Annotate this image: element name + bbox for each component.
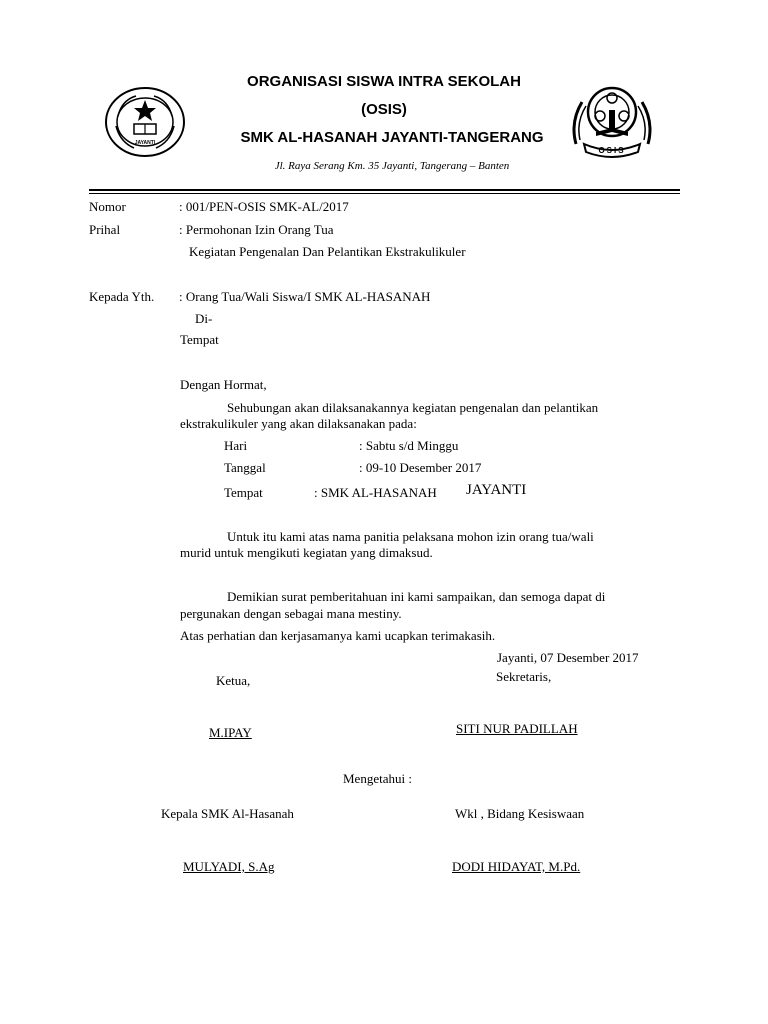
nomor-value: : 001/PEN-OSIS SMK-AL/2017 [179,199,349,214]
wakil-name: DODI HIDAYAT, M.Pd. [452,859,581,874]
kepada-value: : Orang Tua/Wali Siswa/I SMK AL-HASANAH [179,289,431,304]
event-place-label: Tempat [224,485,263,500]
paragraph-1-line-2: ekstrakulikuler yang akan dilaksanakan pada: [180,416,417,431]
paragraph-1-line-1: Sehubungan akan dilaksanakannya kegiatan pengenalan dan pelantikan [227,400,599,415]
hari-value: : Sabtu s/d Minggu [359,438,459,453]
hari-label: Hari [224,438,248,453]
ketua-name: M.IPAY [209,725,252,740]
paragraph-3-line-2: pergunakan dengan sebagai mana mestiny. [180,606,402,621]
tanggal-label: Tanggal [224,460,266,475]
event-place-value: : SMK AL-HASANAH [314,485,437,500]
paragraph-2-line-1: Untuk itu kami atas nama panitia pelaksana mohon izin orang tua/wali [227,529,594,544]
header-divider-thin [89,193,680,194]
wakil-label: Wkl , Bidang Kesiswaan [455,806,585,821]
event-place-value-extra: JAYANTI [466,482,527,498]
org-name: ORGANISASI SISWA INTRA SEKOLAH [247,73,521,90]
paragraph-3-line-1: Demikian surat pemberitahuan ini kami sampaikan, dan semoga dapat di [227,589,606,604]
nomor-label: Nomor [89,199,126,214]
kepala-label: Kepala SMK Al-Hasanah [161,806,294,821]
header-divider-thick [89,189,680,191]
school-name: SMK AL-HASANAH JAYANTI-TANGERANG [240,129,544,146]
logo-right-text: OSIS [598,146,626,155]
mengetahui-label: Mengetahui : [343,771,412,786]
place-date: Jayanti, 07 Desember 2017 [497,650,639,665]
prihal-value: : Permohonan Izin Orang Tua [179,222,334,237]
kepala-name: MULYADI, S.Ag [183,859,275,874]
prihal-label: Prihal [89,222,121,237]
di-text: Di- [195,311,213,326]
osis-logo-right [566,82,658,160]
kepada-label: Kepada Yth. [89,289,155,304]
greeting: Dengan Hormat, [180,377,267,392]
school-logo-left [104,86,186,158]
logo-left-text: JAYANTI [134,140,156,146]
sekretaris-label: Sekretaris, [496,669,552,684]
school-address: Jl. Raya Serang Km. 35 Jayanti, Tangerang – Banten [274,160,510,172]
tempat-text: Tempat [180,332,219,347]
tanggal-value: : 09-10 Desember 2017 [359,460,482,475]
prihal-value-cont: Kegiatan Pengenalan Dan Pelantikan Ekstrakulikuler [189,244,466,259]
sekretaris-name: SITI NUR PADILLAH [456,721,578,736]
org-abbr: (OSIS) [361,101,407,118]
paragraph-2-line-2: murid untuk mengikuti kegiatan yang dimaksud. [180,545,433,560]
closing-text: Atas perhatian dan kerjasamanya kami ucapkan terimakasih. [180,628,496,643]
ketua-label: Ketua, [216,673,251,688]
